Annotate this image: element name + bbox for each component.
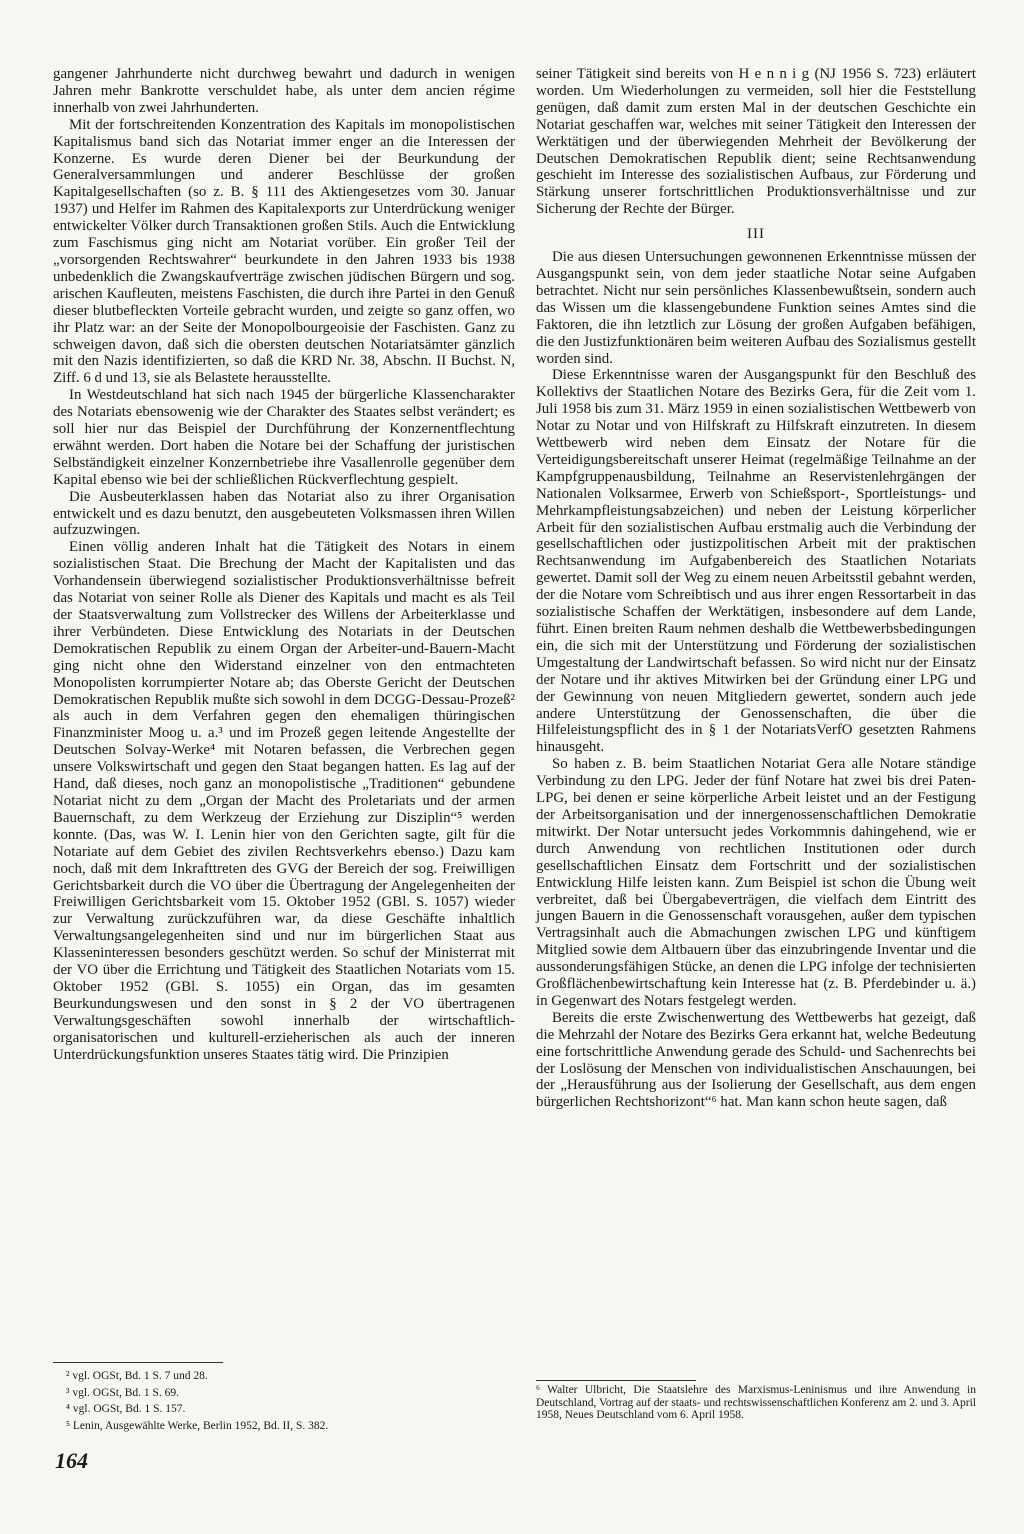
paragraph: Die Ausbeuterklassen haben das Notariat also zu ihrer Organisation entwickelt und es dazu benutzt, den ausgebeuteten Volksmassen ihren Willen aufzuzwingen.	[53, 488, 515, 539]
footnotes-right	[536, 1384, 976, 1422]
left-column	[53, 66, 515, 1063]
paragraph: Mit der fortschreitenden Konzentration des Kapitals im monopolistischen Kapitalismus band sich das Notariat immer enger an die Interessen der Konzerne. Es wurde deren Diener bei der Beurkundung der Generalversammlungen und anderer Beschlüsse der großen Kapitalgesellschaften (so z. B. § 111 des Aktiengesetzes vom 30. Januar 1937) und Helfer im Rahmen des Kapitalexports zur Unterdrückung weniger entwickelter Völker durch Transaktionen großen Stils. Auch die Entwicklung zum Faschismus ging nicht am Notariat vorüber. Ein großer Teil der „vorsorgenden Rechtswahrer“ beurkundete in den Jahren 1933 bis 1938 unbedenklich die Zwangskaufverträge zwischen jüdischen Bürgern und sog. arischen Kaufleuten, meistens Faschisten, die durch ihre Partei in den Genuß dieser blutbefleckten Vorteile gebracht wurden, und zeigte so ganz offen, wo ihr Platz war: an der Seite der Monopolbourgeoisie der Faschisten. Ganz zu schweigen davon, daß sich die obersten deutschen Notariatsämter gänzlich mit den Nazis identifizierten, so daß die KRD Nr. 38, Abschn. II Buchst. N, Ziff. 6 d und 13, sie als Belastete herausstellte.	[53, 116, 515, 387]
footnote: ² vgl. OGSt, Bd. 1 S. 7 und 28.	[66, 1370, 208, 1382]
paragraph: gangener Jahrhunderte nicht durchweg bewahrt und dadurch in wenigen Jahren mehr Bankrotte verschuldet habe, als unter dem ancien régime innerhalb von zwei Jahrhunderten.	[53, 66, 515, 116]
page-number: 164	[55, 1448, 88, 1473]
paragraph: Bereits die erste Zwischenwertung des Wettbewerbs hat gezeigt, daß die Mehrzahl der Notare des Bezirks Gera erkannt hat, welche Bedeutung eine fortschrittliche Anwendung gerade des Schuld- und Sachenrechts bei der Loslösung der Menschen von individualistischen Anschauungen, bei der „Herausführung aus der Isolierung der Gesellschaft, aus dem engen bürgerlichen Rechtshorizont“⁶ hat. Man kann schon heute sagen, daß	[536, 1009, 976, 1111]
footnote-divider	[536, 1380, 696, 1381]
footnote: ³ vgl. OGSt, Bd. 1 S. 69.	[66, 1386, 180, 1399]
footnote: ⁵ Lenin, Ausgewählte Werke, Berlin 1952, Bd. II, S. 382.	[66, 1419, 329, 1432]
paragraph: Die aus diesen Untersuchungen gewonnenen Erkenntnisse müssen der Ausgangspunkt sein, von dem jeder staatliche Notar seine Aufgaben betrachtet. Nicht nur sein persönliches Klassenbewußtsein, sondern auch das Wissen um die klassengebundene Funktion seines Amtes sind die Faktoren, die ihn letztlich zur Lösung der großen Aufgaben befähigen, die den Justizfunktionären beim weiteren Aufbau des Sozialismus gestellt worden sind.	[536, 249, 976, 367]
footnote: ⁶ Walter Ulbricht, Die Staatslehre des Marxismus-Leninismus und ihre Anwendung in Deutschland, Vortrag auf der staats- und rechtswissenschaftlichen Konferenz am 2. und 3. April 1958, Neues Deutschland vom 6. April 1958.	[536, 1384, 976, 1422]
section-heading: III	[747, 226, 765, 243]
right-column	[536, 66, 976, 1111]
paragraph: Diese Erkenntnisse waren der Ausgangspunkt für den Beschluß des Kollektivs der Staatlichen Notare des Bezirks Gera, für die Zeit vom 1. Juli 1958 bis zum 31. März 1959 in einen sozialistischen Wettbewerb von Notar zu Notar und von Hilfskraft zu Hilfskraft einzutreten. In diesem Wettbewerb wird neben dem Einsatz der Notare für die Verteidigungsbereitschaft unserer Heimat (regelmäßige Teilnahme an der Kampfgruppenausbildung, Teilnahme an Reservistenlehrgängen der Nationalen Volksarmee, Erwerb von Schießsport-, Sportleistungs- und Mehrkampfleistungsabzeichen) und neben der Leistung körperlicher Arbeit für den sozialistischen Aufbau erstmalig auch die Verbindung der gesellschaftlichen oder justizpolitischen Arbeit mit der praktischen Rechtsanwendung im Aufgabenbereich des Staatlichen Notariats gewertet. Damit soll der Weg zu einem neuen Arbeitsstil gebahnt werden, der die Notare vom Schreibtisch und aus ihrer engen Ressortarbeit in das sozialistische Schaffen der Werktätigen, insbesondere auf dem Lande, führt. Einen breiten Raum nehmen deshalb die Wettbewerbsbedingungen ein, die sich mit der Unterstützung und Förderung der sozialistischen Umgestaltung der Landwirtschaft befassen. So wird nicht nur der Einsatz der Notare und ihr aktives Mitwirken bei der Gründung einer LPG und der Gewinnung von neuen Mitgliedern gewertet, sondern auch jede andere Unterstützung der Genossenschaften, die über die Hilfeleistungspflicht des in § 1 der NotariatsVerfO gesetzten Rahmens hinausgeht.	[536, 367, 976, 756]
paragraph: In Westdeutschland hat sich nach 1945 der bürgerliche Klassencharakter des Notariats ebensowenig wie der Charakter des Staates selbst verändert; es soll hier nur das Beispiel der Durchführung der Konzernentflechtung erwähnt werden. Dort haben die Notare bei der Schaffung der juristischen Selbständigkeit einzelner Konzernbetriebe ihre Vasallenrolle gegenüber dem Kapital ebenso wie bei der schließlichen Rückverflechtung gespielt.	[53, 387, 515, 488]
paragraph: Einen völlig anderen Inhalt hat die Tätigkeit des Notars in einem sozialistischen Staat. Die Brechung der Macht der Kapitalisten und das Vorhandensein überwiegend sozialistischer Produktionsverhältnisse befreit das Notariat von seiner Rolle als Diener des Kapitals und macht es als Teil der Staatsverwaltung zum Vollstrecker des Willens der Arbeiterklasse und ihrer Verbündeten. Diese Entwicklung des Notariats in der Deutschen Demokratischen Republik zu einem Organ der Arbeiter-und-Bauern-Macht ging nicht ohne den Widerstand einzelner von den entmachteten Monopolisten korrumpierter Notare ab; das Oberste Gericht der Deutschen Demokratischen Republik mußte sich sowohl in dem DCGG-Dessau-Prozeß² als auch in dem Verfahren gegen den ehemaligen thüringischen Finanzminister Moog u. a.³ und im Prozeß gegen leitende Angestellte der Deutschen Solvay-Werke⁴ mit Notaren befassen, die Verbrechen gegen unsere Volkswirtschaft und gegen den Staat begangen hatten. Es lag auf der Hand, daß dieses, noch ganz an monopolistische „Traditionen“ gebundene Notariat nicht zu dem „Organ der Macht des Proletariats und der armen Bauernschaft, zu dem Werkzeug der Erziehung zur Disziplin“⁵ werden konnte. (Das, was W. I. Lenin hier von den Gerichten sagte, gilt für die Notariate auf dem Gebiet des zivilen Rechtsverkehrs ebenso.) Dazu kam noch, daß mit dem Inkrafttreten des GVG der Bereich der sog. Freiwilligen Gerichtsbarkeit durch die VO über die Übertragung der Angelegenheiten der Freiwilligen Gerichtsbarkeit vom 15. Oktober 1952 (GBl. S. 1057) wieder zur Verwaltung zurückzuführen war, da diese Geschäfte inhaltlich Verwaltungsangelegenheiten sind und nur im bürgerlichen Staat aus Klasseninteressen besonders geschützt werden. So schuf der Ministerrat mit der VO über die Errichtung und Tätigkeit des Staatlichen Notariats vom 15. Oktober 1952 (GBl. S. 1055) ein Organ, das im gesamten Beurkundungswesen und den sonst in § 2 der VO übertragenen Verwaltungsgeschäften sowohl innerhalb der wirtschaftlich-organisatorischen und kulturell-erzieherischen als auch der inneren Unterdrückungsfunktion unseres Staates tätig wird. Die Prinzipien	[53, 539, 515, 1063]
paragraph: seiner Tätigkeit sind bereits von H e n n i g (NJ 1956 S. 723) erläutert worden. Um Wiederholungen zu vermeiden, soll hier die Feststellung genügen, daß damit zum ersten Mal in der deutschen Geschichte ein Notariat geschaffen war, welches mit seiner Tätigkeit den Interessen der Werktätigen und der überwiegenden Mehrheit der Bevölkerung der Deutschen Demokratischen Republik dient; seine Rechtsanwendung geschieht im Interesse des sozialistischen Aufbaus, zur Förderung und Stärkung unserer fortschrittlichen Produktionsverhältnisse und zur Sicherung der Rechte der Bürger.	[536, 66, 976, 218]
paragraph: So haben z. B. beim Staatlichen Notariat Gera alle Notare ständige Verbindung zu den LPG. Jeder der fünf Notare hat zwei bis drei Paten-LPG, bei denen er seine körperliche Arbeit leistet und an der Festigung der Arbeitsorganisation und der innergenossenschaftlichen Demokratie mitwirkt. Der Notar untersucht jedes Vorkommnis dahingehend, wie er durch Anwendung von rechtlichen Institutionen oder durch gesellschaftlichen Einsatz dem Fortschritt und der sozialistischen Entwicklung Hilfe leisten kann. Zum Beispiel ist schon die Übung weit verbreitet, daß bei Übergabeverträgen, die vielfach dem Eintritt des jungen Bauern in die Genossenschaft vorausgehen, außer dem typischen Vertragsinhalt auch die Abmachungen zwischen LPG und künftigem Mitglied sowie dem Altbauern über das einzubringende Inventar und die aussonderungsfähigen Stücke, an denen die LPG infolge der technisierten Großflächenbewirtschaftung kein Interesse hat (z. B. Pferdebinder u. ä.) in Gegenwart des Notars festgelegt werden.	[536, 756, 976, 1009]
footnote-divider	[53, 1362, 223, 1363]
footnote: ⁴ vgl. OGSt, Bd. 1 S. 157.	[66, 1403, 186, 1416]
footnotes-left	[66, 1368, 496, 1434]
